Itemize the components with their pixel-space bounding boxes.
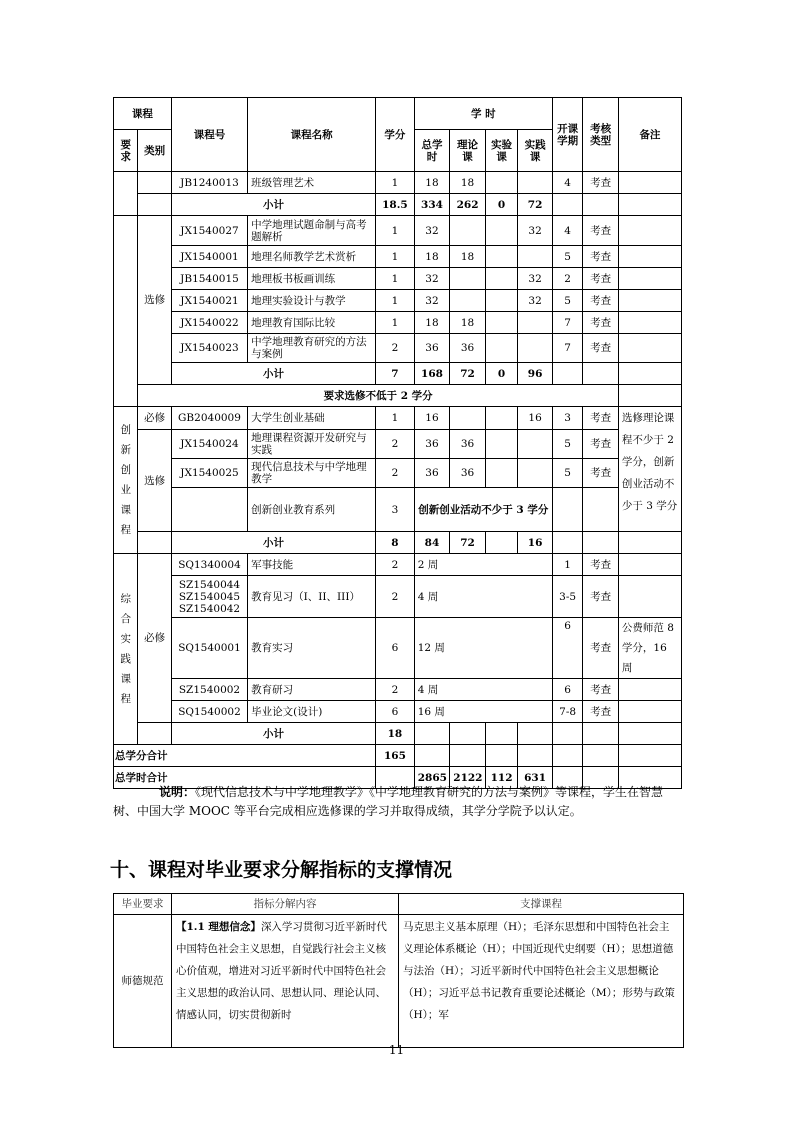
course-experiment xyxy=(485,430,518,459)
subtotal-credit: 18.5 xyxy=(376,194,415,216)
subtotal-row xyxy=(114,532,682,554)
supporting-courses: 马克思主义基本原理（H）；毛泽东思想和中国特色社会主义理论体系概论（H）；中国近现代史纲要（H）；思想道德与法治（H）；习近平新时代中国特色社会主义思想概论（H）；习近平总书记教育重要论述概论（M）；形势与政策（H）；军 xyxy=(399,915,684,1048)
table-row xyxy=(114,312,682,334)
course-semester: 5 xyxy=(552,430,582,459)
subtotal-total: 334 xyxy=(414,194,450,216)
grand-hours-label: 总学时合计 xyxy=(114,767,376,789)
table-row xyxy=(114,554,682,576)
blank-cell xyxy=(583,723,619,745)
course-exam: 考查 xyxy=(583,554,619,576)
course-credit: 2 xyxy=(376,576,415,618)
subtotal-practice: 16 xyxy=(518,532,553,554)
header-remark: 备注 xyxy=(618,98,681,172)
course-theory: 18 xyxy=(450,246,486,268)
course-semester: 6 xyxy=(552,618,582,679)
course-credit: 3 xyxy=(376,488,415,532)
course-semester: 4 xyxy=(552,172,582,194)
course-exam: 考查 xyxy=(583,576,619,618)
section-title: 十、课程对毕业要求分解指标的支撑情况 xyxy=(110,859,453,881)
course-total: 18 xyxy=(414,312,450,334)
indicator-text: 深入学习贯彻习近平新时代中国特色社会主义思想，自觉践行社会主义核心价值观，增进对习近平新时代中国特色社会主义思想的政治认同、思想认同、理论认同、情感认同，切实贯彻新时 xyxy=(176,921,387,1021)
grand-credit-label: 总学分合计 xyxy=(114,745,376,767)
course-code: JX1540023 xyxy=(171,334,247,363)
course-name: 地理板书板画训练 xyxy=(248,268,376,290)
course-experiment xyxy=(485,290,518,312)
course-total: 16 xyxy=(414,407,450,430)
course-code: SZ1540002 xyxy=(171,679,247,701)
table-row xyxy=(114,216,682,246)
blank-cell xyxy=(618,194,681,216)
blank-cell xyxy=(583,745,619,767)
course-remark: 公费师范 8 学分，16 周 xyxy=(618,618,681,679)
blank-cell xyxy=(552,723,582,745)
header-course: 课程 xyxy=(114,98,172,130)
course-semester: 3-5 xyxy=(552,576,582,618)
blank-cell xyxy=(485,745,518,767)
table-row xyxy=(114,430,682,459)
header-category: 类别 xyxy=(138,130,172,172)
course-total: 18 xyxy=(414,172,450,194)
course-code: GB2040009 xyxy=(171,407,247,430)
course-name: 军事技能 xyxy=(248,554,376,576)
course-code: JX1540021 xyxy=(171,290,247,312)
course-experiment xyxy=(485,312,518,334)
blank-cell xyxy=(552,194,582,216)
blank-cell xyxy=(618,385,681,407)
blank-cell xyxy=(518,723,553,745)
table-row xyxy=(114,172,682,194)
requirement-row xyxy=(114,385,682,407)
course-name: 地理教育国际比较 xyxy=(248,312,376,334)
course-practice: 32 xyxy=(518,216,553,246)
course-semester: 5 xyxy=(552,290,582,312)
course-credit: 1 xyxy=(376,290,415,312)
course-credit: 2 xyxy=(376,334,415,363)
blank-cell xyxy=(414,723,450,745)
grand-hours-theory: 2122 xyxy=(450,767,486,789)
subtotal-credit: 7 xyxy=(376,363,415,385)
subtotal-total: 84 xyxy=(414,532,450,554)
course-semester: 6 xyxy=(552,679,582,701)
course-credit: 6 xyxy=(376,701,415,723)
course-remark xyxy=(618,576,681,618)
course-total: 32 xyxy=(414,290,450,312)
course-semester: 4 xyxy=(552,216,582,246)
indicator-tag: 【1.1 理想信念】 xyxy=(176,921,261,933)
grand-credit-value: 165 xyxy=(376,745,415,767)
course-credit: 2 xyxy=(376,679,415,701)
requirement-name: 师德规范 xyxy=(114,915,172,1048)
course-semester: 5 xyxy=(552,246,582,268)
course-exam: 考查 xyxy=(583,290,619,312)
course-experiment xyxy=(485,216,518,246)
course-total: 36 xyxy=(414,459,450,488)
blank-cell xyxy=(485,723,518,745)
course-exam: 考查 xyxy=(583,701,619,723)
course-total: 32 xyxy=(414,216,450,246)
course-experiment xyxy=(485,334,518,363)
innovation-elective-label: 选修 xyxy=(138,430,172,532)
blank-cell xyxy=(114,172,138,216)
course-total: 18 xyxy=(414,246,450,268)
blank-cell xyxy=(138,723,172,745)
course-theory: 18 xyxy=(450,172,486,194)
course-theory: 36 xyxy=(450,334,486,363)
course-code: SZ1540042 xyxy=(178,602,241,615)
blank-cell xyxy=(552,745,582,767)
blank-cell xyxy=(450,745,486,767)
subtotal-credit: 18 xyxy=(376,723,415,745)
course-exam: 考查 xyxy=(583,216,619,246)
blank-cell xyxy=(552,363,582,385)
course-exam: 考查 xyxy=(583,618,619,679)
blank-cell xyxy=(618,745,681,767)
header-practice: 实践课 xyxy=(518,130,553,172)
header-exam: 考核类型 xyxy=(583,98,619,172)
subtotal-label: 小计 xyxy=(171,194,375,216)
course-credit: 6 xyxy=(376,618,415,679)
grand-hours-experiment: 112 xyxy=(485,767,518,789)
blank-cell xyxy=(618,363,681,385)
table-row xyxy=(114,290,682,312)
course-practice xyxy=(518,334,553,363)
course-code: SZ1540045 xyxy=(178,590,241,603)
course-theory: 36 xyxy=(450,430,486,459)
blank-cell xyxy=(114,216,138,407)
course-practice xyxy=(518,430,553,459)
course-exam: 考查 xyxy=(583,246,619,268)
course-total: 36 xyxy=(414,430,450,459)
course-remark xyxy=(618,312,681,334)
course-experiment xyxy=(485,246,518,268)
subtotal-credit: 8 xyxy=(376,532,415,554)
course-code xyxy=(171,488,247,532)
course-practice xyxy=(518,459,553,488)
blank-cell xyxy=(138,172,172,194)
course-remark xyxy=(618,172,681,194)
blank-cell xyxy=(618,723,681,745)
table-row xyxy=(114,488,682,532)
course-code: SZ1540044 xyxy=(178,578,241,591)
course-remark xyxy=(618,554,681,576)
header-name: 课程名称 xyxy=(248,98,376,172)
header-credit: 学分 xyxy=(376,98,415,172)
course-remark xyxy=(618,679,681,701)
subtotal-practice: 96 xyxy=(518,363,553,385)
course-credit: 1 xyxy=(376,268,415,290)
table-row xyxy=(114,679,682,701)
table-row xyxy=(114,246,682,268)
course-code: JB1540015 xyxy=(171,268,247,290)
course-semester: 5 xyxy=(552,459,582,488)
course-experiment xyxy=(485,172,518,194)
course-code: JX1540001 xyxy=(171,246,247,268)
indicator-content xyxy=(172,915,399,1048)
course-code: JB1240013 xyxy=(171,172,247,194)
course-name: 教育实习 xyxy=(248,618,376,679)
elective-label: 选修 xyxy=(138,216,172,385)
course-practice xyxy=(518,246,553,268)
subtotal-row xyxy=(114,363,682,385)
course-theory xyxy=(450,268,486,290)
table-row xyxy=(114,334,682,363)
course-name: 创新创业教育系列 xyxy=(248,488,376,532)
table-row xyxy=(114,915,684,1048)
course-name: 大学生创业基础 xyxy=(248,407,376,430)
blank-cell xyxy=(583,532,619,554)
subtotal-experiment xyxy=(485,532,518,554)
table-row xyxy=(114,618,682,679)
course-exam: 考查 xyxy=(583,268,619,290)
note-label: 说明： xyxy=(159,785,196,799)
header-requirement: 毕业要求 xyxy=(114,894,172,915)
course-practice: 16 xyxy=(518,407,553,430)
practice-group-label: 综合实践课程 xyxy=(114,554,138,745)
course-experiment xyxy=(485,407,518,430)
course-name: 教育研习 xyxy=(248,679,376,701)
course-remark xyxy=(618,246,681,268)
note-text: 《现代信息技术与中学地理教学》《中学地理教育研究的方法与案例》等课程，学生在智慧树、中国大学 MOOC 等平台完成相应选修课的学习并取得成绩，其学分学院予以认定。 xyxy=(113,785,664,818)
course-practice: 32 xyxy=(518,268,553,290)
course-experiment xyxy=(485,268,518,290)
course-total: 32 xyxy=(414,268,450,290)
course-theory xyxy=(450,290,486,312)
header-experiment: 实验课 xyxy=(485,130,518,172)
blank-cell xyxy=(138,532,172,554)
header-indicator: 指标分解内容 xyxy=(172,894,399,915)
course-practice xyxy=(518,312,553,334)
course-total: 12 周 xyxy=(414,618,552,679)
blank-cell xyxy=(450,723,486,745)
subtotal-label: 小计 xyxy=(171,363,375,385)
page-number: 11 xyxy=(388,1043,405,1057)
course-name: 中学地理试题命制与高考题解析 xyxy=(248,216,376,246)
subtotal-row xyxy=(114,723,682,745)
subtotal-theory: 72 xyxy=(450,363,486,385)
course-name: 地理名师教学艺术赏析 xyxy=(248,246,376,268)
course-name: 现代信息技术与中学地理教学 xyxy=(248,459,376,488)
header-total: 总学时 xyxy=(414,130,450,172)
elective-requirement: 要求选修不低于 2 学分 xyxy=(138,385,619,407)
course-code: JX1540025 xyxy=(171,459,247,488)
course-credit: 2 xyxy=(376,430,415,459)
course-code: SQ1340004 xyxy=(171,554,247,576)
subtotal-theory: 262 xyxy=(450,194,486,216)
course-semester: 7 xyxy=(552,312,582,334)
subtotal-row xyxy=(114,194,682,216)
course-remark xyxy=(618,216,681,246)
course-name: 毕业论文(设计) xyxy=(248,701,376,723)
practice-required-label: 必修 xyxy=(138,554,172,723)
course-theory: 18 xyxy=(450,312,486,334)
table-row xyxy=(114,701,682,723)
subtotal-theory: 72 xyxy=(450,532,486,554)
course-code: JX1540022 xyxy=(171,312,247,334)
course-credit: 1 xyxy=(376,407,415,430)
course-name: 教育见习（I、II、III） xyxy=(248,576,376,618)
course-total: 4 周 xyxy=(414,576,552,618)
blank-cell xyxy=(583,363,619,385)
course-code: SQ1540001 xyxy=(171,618,247,679)
course-code: JX1540024 xyxy=(171,430,247,459)
course-exam: 考查 xyxy=(583,407,619,430)
header-theory: 理论课 xyxy=(450,130,486,172)
course-total: 16 周 xyxy=(414,701,552,723)
blank-cell xyxy=(583,194,619,216)
header-code: 课程号 xyxy=(171,98,247,172)
course-name: 地理实验设计与教学 xyxy=(248,290,376,312)
blank-cell xyxy=(552,488,582,532)
course-theory xyxy=(450,216,486,246)
course-practice: 32 xyxy=(518,290,553,312)
course-name: 班级管理艺术 xyxy=(248,172,376,194)
course-credit: 2 xyxy=(376,459,415,488)
course-remark xyxy=(618,334,681,363)
blank-cell xyxy=(138,194,172,216)
grand-credit-row xyxy=(114,745,682,767)
course-remark xyxy=(618,701,681,723)
course-code-group xyxy=(171,576,247,618)
course-remark xyxy=(618,268,681,290)
subtotal-practice: 72 xyxy=(518,194,553,216)
innovation-remark: 选修理论课程不少于 2 学分，创新创业活动不少于 3 学分 xyxy=(618,407,681,532)
course-practice xyxy=(518,172,553,194)
course-credit: 1 xyxy=(376,172,415,194)
blank-cell xyxy=(518,745,553,767)
header-hours: 学 时 xyxy=(414,98,552,130)
innovation-group-label: 创新创业课程 xyxy=(114,407,138,554)
course-credit: 1 xyxy=(376,246,415,268)
course-semester: 7 xyxy=(552,334,582,363)
course-code: JX1540027 xyxy=(171,216,247,246)
blank-cell xyxy=(583,488,619,532)
grand-hours-total: 2865 xyxy=(414,767,450,789)
course-credit: 1 xyxy=(376,216,415,246)
course-credit: 1 xyxy=(376,312,415,334)
table-row xyxy=(114,459,682,488)
blank-cell xyxy=(618,532,681,554)
blank-cell xyxy=(414,745,450,767)
subtotal-label: 小计 xyxy=(171,532,375,554)
course-name: 中学地理教育研究的方法与案例 xyxy=(248,334,376,363)
subtotal-experiment: 0 xyxy=(485,194,518,216)
innovation-activity-note: 创新创业活动不少于 3 学分 xyxy=(414,488,552,532)
course-name: 地理课程资源开发研究与实践 xyxy=(248,430,376,459)
grand-hours-practice: 631 xyxy=(518,767,553,789)
course-semester: 7-8 xyxy=(552,701,582,723)
course-exam: 考查 xyxy=(583,679,619,701)
table-row xyxy=(114,576,682,618)
course-total: 36 xyxy=(414,334,450,363)
course-table xyxy=(113,97,682,789)
course-semester: 2 xyxy=(552,268,582,290)
table-row xyxy=(114,268,682,290)
course-experiment xyxy=(485,459,518,488)
note-paragraph xyxy=(113,783,682,821)
support-table xyxy=(113,893,684,1048)
course-exam: 考查 xyxy=(583,172,619,194)
subtotal-label: 小计 xyxy=(171,723,375,745)
course-exam: 考查 xyxy=(583,430,619,459)
course-total: 2 周 xyxy=(414,554,552,576)
blank-cell xyxy=(552,532,582,554)
course-remark xyxy=(618,290,681,312)
course-total: 4 周 xyxy=(414,679,552,701)
course-code: SQ1540002 xyxy=(171,701,247,723)
innovation-required-label: 必修 xyxy=(138,407,172,430)
course-semester: 1 xyxy=(552,554,582,576)
header-req-type: 要求 xyxy=(114,130,138,172)
subtotal-experiment: 0 xyxy=(485,363,518,385)
course-theory xyxy=(450,407,486,430)
course-exam: 考查 xyxy=(583,334,619,363)
course-exam: 考查 xyxy=(583,459,619,488)
header-semester: 开课学期 xyxy=(552,98,582,172)
table-row xyxy=(114,407,682,430)
subtotal-total: 168 xyxy=(414,363,450,385)
course-credit: 2 xyxy=(376,554,415,576)
course-semester: 3 xyxy=(552,407,582,430)
course-theory: 36 xyxy=(450,459,486,488)
header-courses: 支撑课程 xyxy=(399,894,684,915)
course-exam: 考查 xyxy=(583,312,619,334)
